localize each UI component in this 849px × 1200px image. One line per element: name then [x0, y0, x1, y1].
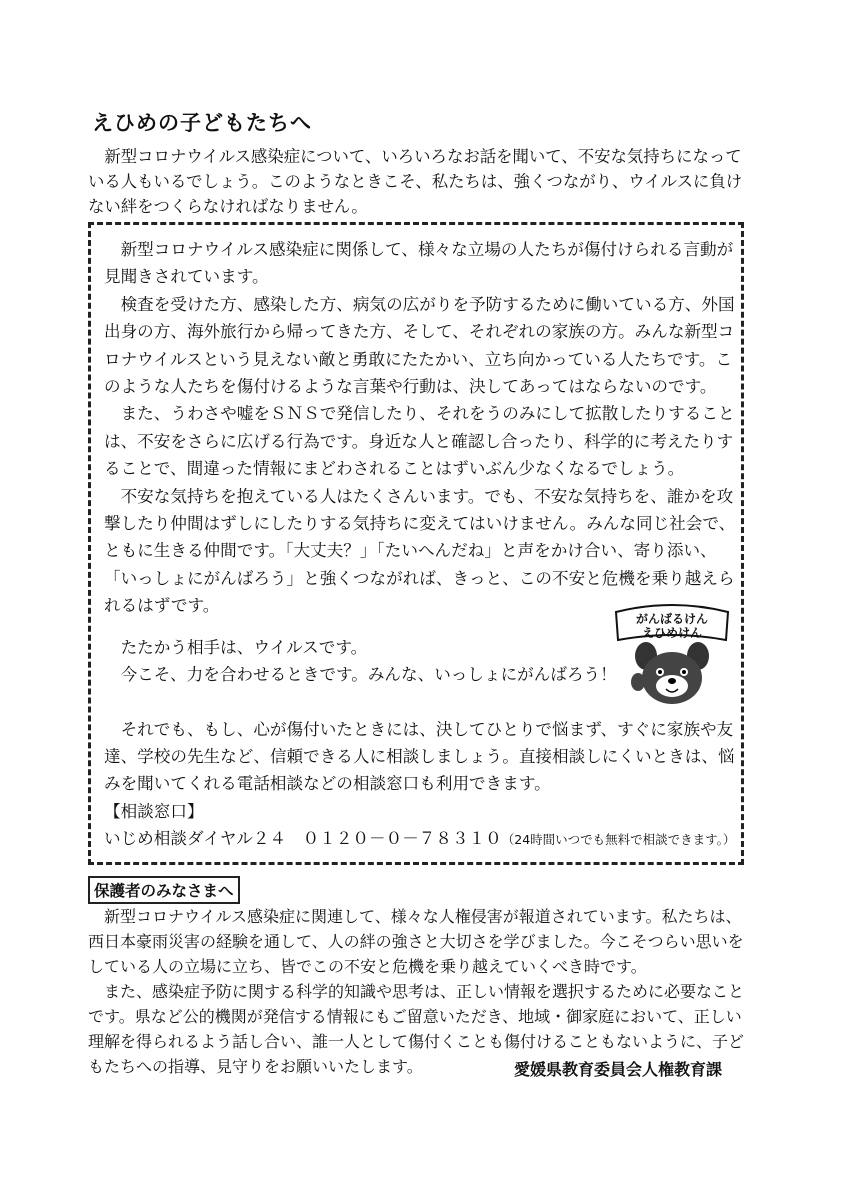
message-box: [104, 236, 736, 854]
parents-paragraph-2: また、感染症予防に関する科学的知識や思考は、正しい情報を選択するために必要なことです。県など公的機関が発信する情報にもご留意いただき、地域・御家庭において、正しい理解を得られるよう話し合い、誰一人として傷付くことも傷付けることもないように、子どもたちへの指導、見守りをお願いいたします。: [88, 982, 745, 1076]
parents-section: [88, 904, 754, 1079]
mascot-text-bottom: えひめけん: [641, 626, 703, 640]
box-paragraph-3: また、うわさや嘘をＳＮＳで発信したり、それをうのみにして拡散したりすることは、不安をさらに広げる行為です。身近な人と確認し合ったり、科学的に考えたりすることで、間違った情報にまどわされることはずいぶん少なくなるでしょう。: [104, 404, 735, 479]
parents-heading: 保護者のみなさまへ: [88, 876, 240, 904]
intro-section: [88, 144, 756, 219]
consult-note: （24時間いつでも無料で相談できます。）: [501, 832, 736, 848]
organization-signature: 愛媛県教育委員会人権教育課: [514, 1060, 723, 1079]
consult-heading: 【相談窓口】: [104, 801, 204, 821]
box-paragraph-7: それでも、もし、心が傷付いたときには、決してひとりで悩まず、すぐに家族や友達、学校の先生など、信頼できる人に相談しましょう。直接相談しにくいときは、悩みを聞いてくれる電話相談などの相談窓口も利用できます。: [104, 719, 735, 794]
mascot-character: [631, 642, 709, 704]
consult-hotline: いじめ相談ダイヤル２４ ０１２０－０－７８３１０: [104, 829, 502, 849]
parents-paragraph-1: 新型コロナウイルス感染症に関連して、様々な人権侵害が報道されています。私たちは、西日本豪雨災害の経験を通して、人の絆の強さと大切さを学びました。今こそつらい思いをしている人の立場に立ち、皆でこの不安と危機を乗り越えていくべき時です。: [88, 907, 744, 976]
box-paragraph-2: 検査を受けた方、感染した方、病気の広がりを予防するために働いている方、外国出身の方、海外旅行から帰ってきた方、そして、それぞれの家族の方。みんな新型コロナウイルスという見えない敵と勇敢にたたかい、立ち向かっている人たちです。このような人たちを傷付けるような言葉や行動は、決してあってはならないのです。: [104, 294, 735, 397]
box-paragraph-4: 不安な気持ちを抱えている人はたくさんいます。でも、不安な気持ちを、誰かを攻撃したり仲間はずしにしたりする気持ちに変えてはいけません。みんな同じ社会で、ともに生きる仲間です。「大丈夫？」「たいへんだね」と声をかけ合い、寄り添い、「いっしょにがんばろう」と強くつながれば、きっと、この不安と危機を乗り越えられるはずです。: [104, 486, 736, 616]
page-title: えひめの子どもたちへ: [92, 111, 312, 135]
mascot-illustration: [612, 600, 732, 710]
box-paragraph-5: たたかう相手は、ウイルスです。: [120, 637, 368, 657]
intro-paragraph: 新型コロナウイルス感染症について、いろいろなお話を聞いて、不安な気持ちになっている人もいるでしょう。このようなときこそ、私たちは、強くつながり、ウイルスに負けない絆をつくらなければなりません。: [88, 147, 743, 216]
mascot-banner: [616, 605, 728, 640]
box-paragraph-6: 今こそ、力を合わせるときです。みんな、いっしょにがんばろう！: [120, 665, 617, 685]
mascot-text-top: がんばるけん: [635, 612, 709, 626]
consult-line: [104, 825, 736, 853]
box-paragraph-1: 新型コロナウイルス感染症に関係して、様々な立場の人たちが傷付けられる言動が見聞きされています。: [104, 240, 734, 287]
